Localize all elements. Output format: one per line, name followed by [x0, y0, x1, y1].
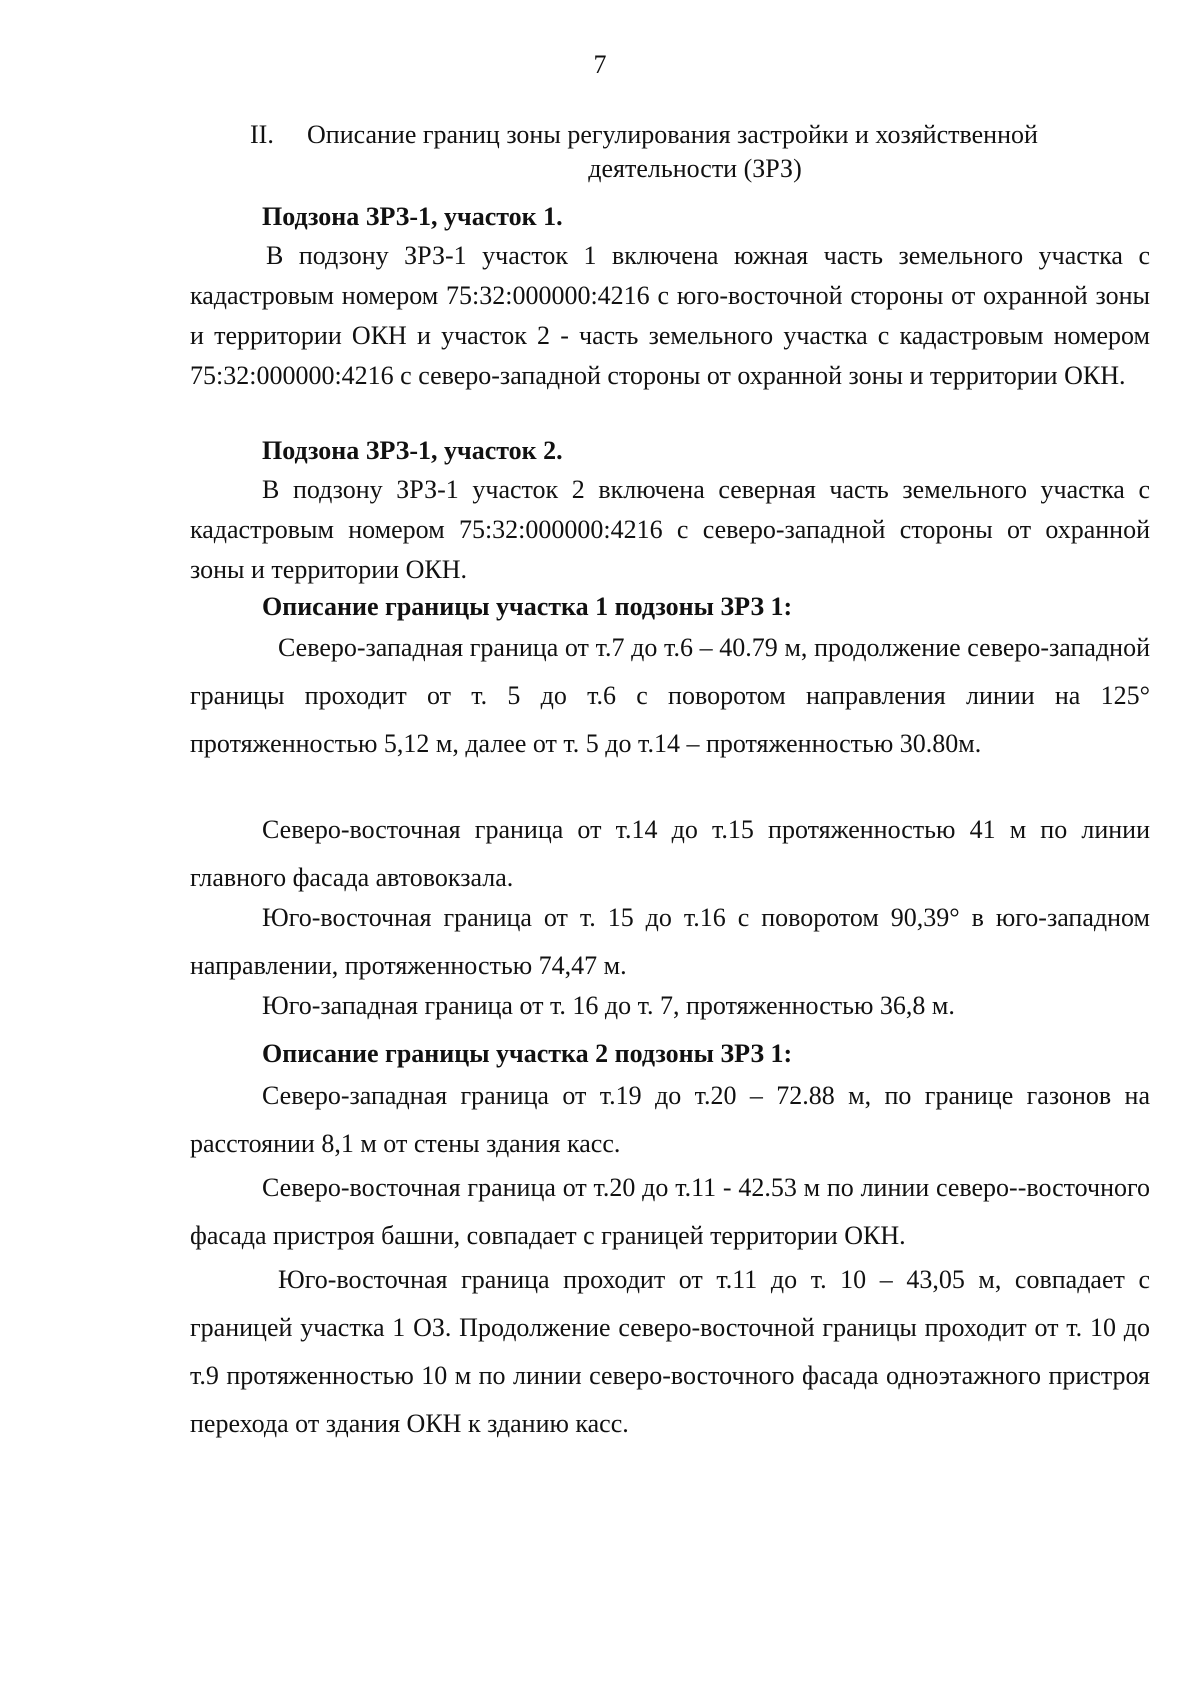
- subzone2-text: В подзону ЗРЗ-1 участок 2 включена северная часть земельного участка с кадастровым номером 75:32:000000:4216 с северо-западной стороны от охранной зоны и территории ОКН.: [190, 475, 1150, 584]
- section-title-line1: Описание границ зоны регулирования застройки и хозяйственной: [307, 120, 1038, 149]
- plot1-northeast-border: Северо-восточная граница от т.14 до т.15 протяженностью 41 м по линии главного фасада автовокзала.: [190, 815, 1150, 892]
- plot1-northwest-border: Северо-западная граница от т.7 до т.6 – 40.79 м, продолжение северо-западной границы проходит от т. 5 до т.6 с поворотом направления линии на 125° протяженностью 5,12 м, далее от т. 5 до т.14 – протяженностью 30.80м.: [190, 633, 1150, 758]
- section-number: II.: [250, 120, 274, 149]
- plot2-northeast-border: Северо-восточная граница от т.20 до т.11 - 42.53 м по линии северо--восточного фасада пристроя башни, совпадает с границей территории ОКН.: [190, 1173, 1150, 1250]
- plot1-description-heading: Описание границы участка 1 подзоны ЗРЗ 1:: [262, 592, 793, 621]
- subzone1-text: В подзону ЗРЗ-1 участок 1 включена южная часть земельного участка с кадастровым номером 75:32:000000:4216 с юго-восточной стороны от охранной зоны и территории ОКН и участок 2 - часть земельного участка с кадастровым номером 75:32:000000:4216 с северо-западной стороны от охранной зоны и территории ОКН.: [190, 241, 1150, 390]
- page-number: 7: [593, 50, 607, 79]
- section-title-line2: деятельности (ЗРЗ): [588, 154, 802, 183]
- subzone1-heading: Подзона ЗРЗ-1, участок 1.: [262, 202, 563, 231]
- plot2-northwest-border: Северо-западная граница от т.19 до т.20 – 72.88 м, по границе газонов на расстоянии 8,1 м от стены здания касс.: [190, 1081, 1150, 1158]
- plot2-southeast-border: Юго-восточная граница проходит от т.11 до т. 10 – 43,05 м, совпадает с границей участка 1 ОЗ. Продолжение северо-восточной границы проходит от т. 10 до т.9 протяженностью 10 м по линии северо-восточного фасада одноэтажного пристроя перехода от здания ОКН к зданию касс.: [190, 1265, 1150, 1438]
- plot2-description-heading: Описание границы участка 2 подзоны ЗРЗ 1:: [262, 1039, 793, 1068]
- plot1-southeast-border: Юго-восточная граница от т. 15 до т.16 с поворотом 90,39° в юго-западном направлении, протяженностью 74,47 м.: [190, 903, 1150, 980]
- subzone2-heading: Подзона ЗРЗ-1, участок 2.: [262, 436, 563, 465]
- plot1-southwest-border: Юго-западная граница от т. 16 до т. 7, протяженностью 36,8 м.: [262, 991, 955, 1020]
